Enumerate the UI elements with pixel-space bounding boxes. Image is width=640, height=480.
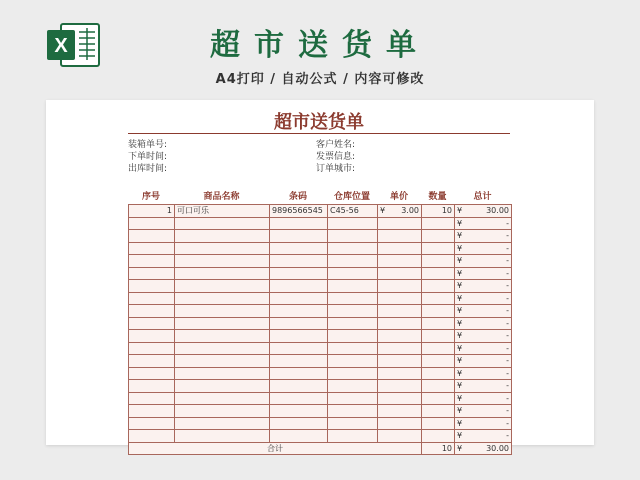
row-unit-price[interactable] — [378, 242, 422, 255]
row-unit-price[interactable] — [378, 280, 422, 293]
excel-icon — [45, 22, 101, 68]
table-row — [129, 280, 512, 293]
amount-value: - — [506, 331, 509, 341]
row-product-name[interactable] — [175, 405, 270, 418]
row-barcode[interactable] — [270, 392, 328, 405]
invoice-sheet — [46, 100, 594, 453]
row-product-name[interactable] — [175, 355, 270, 368]
amount-value: - — [506, 231, 509, 241]
row-unit-price[interactable] — [378, 380, 422, 393]
row-unit-price[interactable] — [378, 330, 422, 343]
row-index[interactable] — [129, 255, 175, 268]
row-index[interactable] — [129, 367, 175, 380]
row-index[interactable] — [129, 305, 175, 318]
row-index[interactable] — [129, 267, 175, 280]
row-index[interactable] — [129, 230, 175, 243]
row-barcode[interactable] — [270, 280, 328, 293]
amount-value: - — [506, 293, 509, 303]
row-quantity[interactable] — [422, 217, 455, 230]
row-quantity[interactable] — [422, 305, 455, 318]
row-unit-price[interactable] — [378, 430, 422, 443]
amount-value: - — [506, 218, 509, 228]
row-index[interactable] — [129, 380, 175, 393]
table-row — [129, 367, 512, 380]
currency-symbol: ¥ — [457, 318, 463, 328]
row-location[interactable] — [328, 330, 378, 343]
row-barcode[interactable] — [270, 342, 328, 355]
row-unit-price[interactable] — [378, 305, 422, 318]
currency-symbol: ¥ — [457, 293, 463, 303]
table-row — [129, 292, 512, 305]
row-barcode[interactable] — [270, 267, 328, 280]
row-unit-price[interactable] — [378, 392, 422, 405]
row-total[interactable] — [455, 280, 512, 293]
row-unit-price[interactable] — [378, 205, 422, 218]
row-total[interactable] — [455, 367, 512, 380]
row-unit-price[interactable] — [378, 267, 422, 280]
row-barcode[interactable] — [270, 242, 328, 255]
excel-logo-letter: X — [54, 35, 68, 57]
row-product-name[interactable] — [175, 392, 270, 405]
table-row — [129, 267, 512, 280]
row-quantity[interactable] — [422, 317, 455, 330]
header-location: 仓库位置 — [333, 192, 370, 202]
currency-symbol: ¥ — [457, 331, 463, 341]
row-quantity[interactable] — [422, 267, 455, 280]
header-barcode: 条码 — [288, 192, 307, 202]
row-index[interactable] — [129, 317, 175, 330]
row-barcode[interactable] — [270, 317, 328, 330]
amount-value: - — [506, 256, 509, 266]
header-index: 序号 — [141, 192, 160, 202]
amount-value: - — [506, 268, 509, 278]
row-location[interactable] — [328, 305, 378, 318]
row-total[interactable] — [455, 392, 512, 405]
currency-symbol: ¥ — [457, 406, 463, 416]
row-barcode[interactable] — [270, 380, 328, 393]
amount-value: - — [506, 418, 509, 428]
row-total[interactable] — [455, 342, 512, 355]
table-row — [129, 342, 512, 355]
row-unit-price[interactable] — [378, 342, 422, 355]
row-product-name[interactable]: 可口可乐 — [175, 205, 270, 218]
table-row — [129, 417, 512, 430]
row-barcode[interactable]: 9896566545 — [270, 205, 328, 218]
row-location[interactable] — [328, 417, 378, 430]
row-unit-price[interactable] — [378, 317, 422, 330]
row-total[interactable] — [455, 317, 512, 330]
row-location[interactable] — [328, 430, 378, 443]
row-location[interactable] — [328, 367, 378, 380]
row-total[interactable] — [455, 255, 512, 268]
currency-symbol: ¥ — [380, 206, 386, 216]
row-quantity[interactable] — [422, 417, 455, 430]
currency-symbol: ¥ — [457, 443, 463, 453]
row-total[interactable] — [455, 330, 512, 343]
row-product-name[interactable] — [175, 330, 270, 343]
row-index[interactable] — [129, 430, 175, 443]
items-table — [128, 204, 512, 455]
amount-value: 30.00 — [486, 206, 509, 216]
amount-value: 3.00 — [401, 206, 419, 216]
row-total[interactable] — [455, 305, 512, 318]
row-product-name[interactable] — [175, 342, 270, 355]
row-location[interactable] — [328, 255, 378, 268]
document-title: 超市送货单 — [274, 112, 364, 133]
row-quantity[interactable] — [422, 255, 455, 268]
currency-symbol: ¥ — [457, 356, 463, 366]
table-footer-row — [129, 442, 512, 455]
row-quantity[interactable] — [422, 380, 455, 393]
row-index[interactable] — [129, 242, 175, 255]
row-unit-price[interactable] — [378, 355, 422, 368]
amount-value: - — [506, 393, 509, 403]
amount-value: - — [506, 343, 509, 353]
row-quantity[interactable] — [422, 230, 455, 243]
row-total[interactable] — [455, 217, 512, 230]
row-location[interactable] — [328, 292, 378, 305]
row-barcode[interactable] — [270, 405, 328, 418]
table-row — [129, 355, 512, 368]
row-barcode[interactable] — [270, 417, 328, 430]
row-product-name[interactable] — [175, 305, 270, 318]
row-quantity[interactable] — [422, 330, 455, 343]
row-total[interactable] — [455, 292, 512, 305]
row-product-name[interactable] — [175, 317, 270, 330]
row-product-name[interactable] — [175, 230, 270, 243]
table-row — [129, 305, 512, 318]
row-quantity[interactable]: 10 — [422, 205, 455, 218]
row-quantity[interactable] — [422, 430, 455, 443]
currency-symbol: ¥ — [457, 206, 463, 216]
row-quantity[interactable] — [422, 242, 455, 255]
table-row — [129, 255, 512, 268]
amount-value: - — [506, 368, 509, 378]
amount-value: 30.00 — [486, 443, 509, 453]
amount-value: - — [506, 431, 509, 441]
currency-symbol: ¥ — [457, 306, 463, 316]
row-product-name[interactable] — [175, 292, 270, 305]
row-index[interactable] — [129, 355, 175, 368]
row-location[interactable] — [328, 230, 378, 243]
row-index[interactable] — [129, 417, 175, 430]
row-index[interactable] — [129, 330, 175, 343]
table-row — [129, 205, 512, 218]
row-index[interactable]: 1 — [129, 205, 175, 218]
row-location[interactable] — [328, 392, 378, 405]
currency-symbol: ¥ — [457, 256, 463, 266]
header-total: 总计 — [473, 192, 492, 202]
info-invoice: 发票信息: — [316, 152, 356, 162]
row-location[interactable] — [328, 380, 378, 393]
row-location[interactable] — [328, 280, 378, 293]
row-location[interactable] — [328, 405, 378, 418]
amount-value: - — [506, 406, 509, 416]
info-order-city: 订单城市: — [316, 164, 356, 174]
row-total[interactable] — [455, 205, 512, 218]
row-total[interactable] — [455, 380, 512, 393]
footer-quantity[interactable]: 10 — [422, 442, 455, 455]
currency-symbol: ¥ — [457, 418, 463, 428]
info-order-time: 下单时间: — [128, 152, 168, 162]
row-barcode[interactable] — [270, 305, 328, 318]
row-index[interactable] — [129, 280, 175, 293]
info-packing-number: 装箱单号: — [128, 140, 168, 150]
row-total[interactable] — [455, 355, 512, 368]
currency-symbol: ¥ — [457, 368, 463, 378]
header-product-name: 商品名称 — [203, 192, 240, 202]
row-unit-price[interactable] — [378, 292, 422, 305]
row-barcode[interactable] — [270, 230, 328, 243]
table-row — [129, 242, 512, 255]
row-total[interactable] — [455, 230, 512, 243]
row-quantity[interactable] — [422, 280, 455, 293]
row-product-name[interactable] — [175, 267, 270, 280]
amount-value: - — [506, 281, 509, 291]
row-unit-price[interactable] — [378, 255, 422, 268]
row-index[interactable] — [129, 217, 175, 230]
hero-subtitle: A4打印 / 自动公式 / 内容可修改 — [215, 72, 425, 87]
currency-symbol: ¥ — [457, 268, 463, 278]
row-product-name[interactable] — [175, 242, 270, 255]
row-barcode[interactable] — [270, 217, 328, 230]
hero-title: 超市送货单 — [210, 28, 430, 63]
row-location[interactable] — [328, 217, 378, 230]
info-customer-name: 客户姓名: — [316, 140, 356, 150]
row-quantity[interactable] — [422, 392, 455, 405]
row-location[interactable] — [328, 242, 378, 255]
row-unit-price[interactable] — [378, 230, 422, 243]
row-total[interactable] — [455, 405, 512, 418]
row-quantity[interactable] — [422, 342, 455, 355]
row-quantity[interactable] — [422, 355, 455, 368]
table-row — [129, 330, 512, 343]
row-total[interactable] — [455, 242, 512, 255]
footer-sum-label[interactable]: 合计 — [129, 442, 422, 455]
currency-symbol: ¥ — [457, 381, 463, 391]
row-barcode[interactable] — [270, 367, 328, 380]
row-product-name[interactable] — [175, 380, 270, 393]
row-barcode[interactable] — [270, 292, 328, 305]
row-total[interactable] — [455, 267, 512, 280]
row-unit-price[interactable] — [378, 417, 422, 430]
table-row — [129, 317, 512, 330]
table-row — [129, 430, 512, 443]
row-product-name[interactable] — [175, 430, 270, 443]
amount-value: - — [506, 356, 509, 366]
table-row — [129, 217, 512, 230]
row-product-name[interactable] — [175, 367, 270, 380]
row-index[interactable] — [129, 292, 175, 305]
amount-value: - — [506, 306, 509, 316]
currency-symbol: ¥ — [457, 218, 463, 228]
row-location[interactable] — [328, 267, 378, 280]
currency-symbol: ¥ — [457, 431, 463, 441]
row-barcode[interactable] — [270, 355, 328, 368]
row-quantity[interactable] — [422, 405, 455, 418]
row-barcode[interactable] — [270, 255, 328, 268]
row-location[interactable] — [328, 342, 378, 355]
row-location[interactable] — [328, 355, 378, 368]
amount-value: - — [506, 243, 509, 253]
table-row — [129, 405, 512, 418]
row-unit-price[interactable] — [378, 405, 422, 418]
row-total[interactable] — [455, 430, 512, 443]
currency-symbol: ¥ — [457, 393, 463, 403]
row-product-name[interactable] — [175, 280, 270, 293]
header-unit-price: 单价 — [389, 192, 408, 202]
table-row — [129, 230, 512, 243]
amount-value: - — [506, 381, 509, 391]
row-product-name[interactable] — [175, 417, 270, 430]
row-index[interactable] — [129, 342, 175, 355]
footer-total[interactable] — [455, 442, 512, 455]
currency-symbol: ¥ — [457, 281, 463, 291]
row-location[interactable] — [328, 317, 378, 330]
row-unit-price[interactable] — [378, 367, 422, 380]
amount-value: - — [506, 318, 509, 328]
table-row — [129, 380, 512, 393]
row-product-name[interactable] — [175, 255, 270, 268]
row-quantity[interactable] — [422, 292, 455, 305]
row-index[interactable] — [129, 392, 175, 405]
table-row — [129, 392, 512, 405]
title-divider — [128, 133, 510, 134]
info-outbound-time: 出库时间: — [128, 164, 168, 174]
header-quantity: 数量 — [428, 192, 447, 202]
row-barcode[interactable] — [270, 430, 328, 443]
row-location[interactable]: C45-56 — [328, 205, 378, 218]
row-index[interactable] — [129, 405, 175, 418]
row-total[interactable] — [455, 417, 512, 430]
currency-symbol: ¥ — [457, 243, 463, 253]
row-product-name[interactable] — [175, 217, 270, 230]
row-quantity[interactable] — [422, 367, 455, 380]
currency-symbol: ¥ — [457, 231, 463, 241]
currency-symbol: ¥ — [457, 343, 463, 353]
row-unit-price[interactable] — [378, 217, 422, 230]
row-barcode[interactable] — [270, 330, 328, 343]
